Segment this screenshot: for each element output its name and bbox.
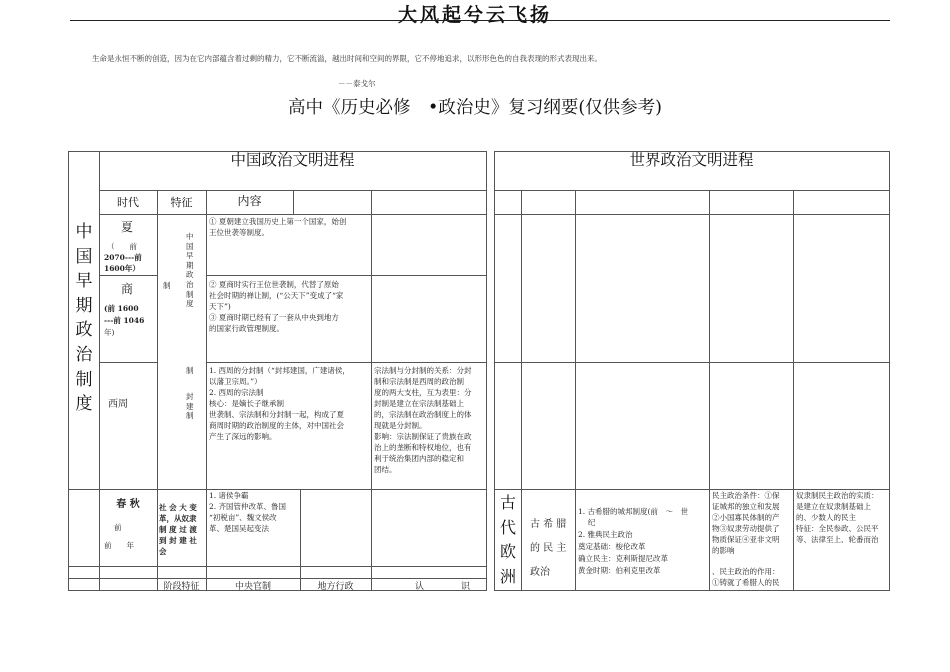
greece-label-3: 政治 [530,567,550,578]
table-vline-left-end [486,151,487,591]
content-shang-line: ③ 夏商时期已经有了一套从中央到地方 [209,313,339,322]
content-zhou-rel-line: 团结。 [374,465,397,474]
content-xia-line: ① 夏朝建立我国历史上第一个国家，始创 [209,217,347,226]
era-xizhou: 西周 [108,399,128,410]
table-vline-outer-right [889,151,890,591]
content-zhou-line: 产生了深远的影响。 [209,432,277,441]
table-vline-content-c [371,190,372,591]
conditions-line: 民主政治条件：①保 [712,491,780,500]
region-label-ancient-europe: 古代欧洲 [499,493,516,586]
essence-line: 特征：全民参政、公民平 [796,524,879,533]
table-vline-feature [206,190,207,591]
greece-label-2: 的 民 主 [530,543,567,554]
table-hline-shang [99,362,157,363]
table-hline-xia-content [206,275,486,276]
content-zhou-rel-line: 封制是建立在宗法制基础上 [374,399,464,408]
bottom-header-central: 中央官制 [234,582,271,592]
table-hline-zhou-right [494,489,889,490]
era-chunqiu-d2: 前 年 [104,541,134,550]
era-chunqiu: 春 秋 [116,499,140,510]
bottom-header-stage: 阶段特征 [163,582,200,592]
content-zhou-line: 以藩卫宗周。”） [209,377,262,386]
essence-line: 是建立在奴隶制基础上 [796,502,871,511]
table-vline-outer-left [68,151,69,591]
greece-content-line: 2. 雅典民主政治 [578,530,633,539]
table-vline-era [157,190,158,591]
greece-content-line: 黄金时期：伯利克里改革 [578,566,661,575]
content-xia-line: 王位世袭等制度。 [209,228,269,237]
greece-label-1: 古 希 腊 [530,519,567,530]
content-zhou-rel-line: 的，宗法制在政治制度上的体 [374,410,472,419]
essence-line: 等、法律至上、轮番而治 [796,535,879,544]
table-vline-wcontent [709,190,710,591]
table-hline-shang-content [206,362,486,363]
col-header-feature: 特征 [170,196,193,209]
world-heading: 世界政治文明进程 [629,151,754,169]
conditions-line: ②小国寡民体制的产 [712,513,780,522]
content-zhou-line: 世袭制、宗法制和分封制一起，构成了夏 [209,410,344,419]
feature-zhi-1: 制 [163,281,171,290]
content-shang-line: 的国家行政管理制度。 [209,324,284,333]
table-hline-header-right [494,190,889,191]
bottom-header-ren: 认 [415,582,425,592]
conditions-line: 的影响 [712,546,735,555]
era-xia-dates-2: 2070---前 [104,253,142,262]
document-title: 高中《历史必修 •政治史》复习纲要(仅供参考) [288,98,662,118]
era-chunqiu-d1: 前 [114,523,122,532]
chunqiu-content-line: “初税亩”、魏文侯改 [209,513,277,522]
tagore-quote: 生命是永恒不断的创造，因为在它内部蕴含着过剩的精力，它不断流溢，越出时间和空间的界限，它不停地追求，以形形色色的自我表现的形式表现出来。 [92,54,602,63]
content-shang-line: 社会时期的禅让制，(“公天下”变成了“家 [209,291,344,300]
table-hline-lower1 [68,566,486,567]
feature-fengjian: 封建制 [186,392,194,421]
header-rule [70,20,890,21]
table-vline-section [99,151,100,591]
col-header-era: 时代 [117,196,139,209]
col-header-content: 内容 [237,194,262,208]
quote-author: －－泰戈尔 [338,79,376,88]
content-shang-line: 天下”) [209,302,231,311]
table-vline-right-start [494,151,495,591]
content-zhou-line: 核心：是嫡长子继承制 [209,399,284,408]
table-vline-content-b [300,489,301,591]
content-zhou-line: 1. 西周的分封制（“封邦建国，广建诸侯， [209,366,350,375]
china-heading: 中国政治文明进程 [230,151,355,169]
chunqiu-content-line: 2. 齐国管仲改革、鲁国 [209,502,287,511]
feature-label-early: 中国早期政治制度 [186,232,194,309]
content-shang-line: ② 夏商时实行王位世袭制，代替了原始 [209,280,339,289]
table-hline-zhou [68,489,486,490]
content-zhou-rel-line: 影响：宗法制保证了贵族在政 [374,432,472,441]
chunqiu-feature-line: 革，从奴隶 [159,514,197,523]
essence-line: 的、少数人的民主 [796,513,856,522]
chunqiu-feature-line: 会 [159,547,167,556]
era-xia-dates-1: （ 前 [107,242,137,251]
table-hline-sub-right [494,214,889,215]
greece-content-line: 奠定基础：梭伦改革 [578,542,646,551]
greece-content-line: 纪 [578,518,596,527]
chunqiu-content-line: 1. 诸侯争霸 [209,491,249,500]
essence-line: 奴隶制民主政治的实质： [796,491,879,500]
chunqiu-feature-line: 社 会 大 变 [159,503,197,512]
greece-content-line: 确立民主：克利斯提尼改革 [578,554,668,563]
table-hline-bottom-right [494,590,889,591]
content-zhou-rel-line: 宗法制与分封制的关系：分封 [374,366,472,375]
section-label-china-early: 中国早期政治制度 [75,222,93,415]
era-shang-dates-1: (前 1600 [104,304,139,313]
era-shang-dates-2: ---前 1046 [104,316,145,325]
chunqiu-feature-line: 到 封 建 社 [159,536,197,545]
table-vline-wcond [793,190,794,591]
content-zhou-rel-line: 度的两大支柱，互为表里：分 [374,388,472,397]
table-vline-content-a [293,190,294,215]
motto: 大风起兮云飞扬 [397,4,552,26]
content-zhou-rel-line: 现就是分封制。 [374,421,427,430]
era-shang-dates-3: 年) [104,328,115,337]
conditions-line: 物③奴隶劳动提供了 [712,524,780,533]
bottom-header-shi: 识 [461,582,471,592]
chunqiu-feature-line: 制 度 过 渡 [159,525,197,534]
chunqiu-content-line: 革、楚国吴起变法 [209,524,269,533]
table-hline-shang-right [494,362,889,363]
conditions-line: ①铸就了希腊人的民 [712,578,780,587]
feature-zhi-2: 制 [186,366,194,375]
table-vline-region [521,190,522,591]
table-vline-greece [575,190,576,591]
greece-content-line: 1. 古希腊的城邦制度(前 ～ 世 [578,507,688,516]
era-shang: 商 [120,282,133,296]
bottom-header-local: 地方行政 [317,582,354,592]
era-xia: 夏 [120,220,133,234]
conditions-line: 物质保证④亚非文明 [712,535,780,544]
content-zhou-rel-line: 制和宗法制是西周的政治制 [374,377,464,386]
conditions-line: 、民主政治的作用： [712,567,780,576]
content-zhou-line: 商周时期的政治制度的主体，对中国社会 [209,421,344,430]
era-xia-dates-3: 1600年） [104,264,140,273]
content-zhou-line: 2. 西周的宗法制 [209,388,264,397]
content-zhou-rel-line: 治上的垄断和特权地位，也有 [374,443,472,452]
table-hline-xia [99,275,157,276]
content-zhou-rel-line: 利于统治集团内部的稳定和 [374,454,464,463]
conditions-line: 证城邦的独立和发展 [712,502,780,511]
